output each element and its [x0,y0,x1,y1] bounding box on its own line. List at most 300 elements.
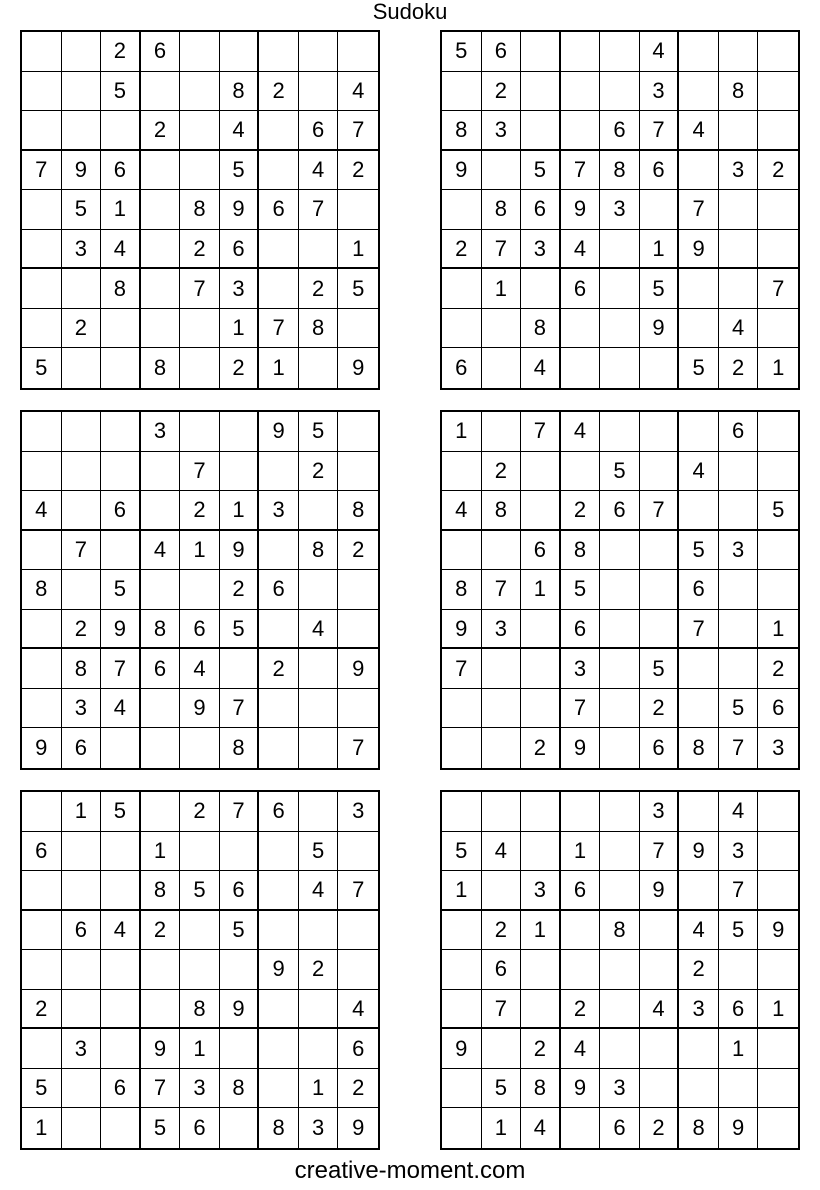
sudoku-cell [141,230,181,270]
sudoku-cell [719,950,759,990]
sudoku-cell [22,792,62,832]
sudoku-cell [338,309,378,349]
sudoku-cell: 4 [442,491,482,531]
sudoku-cell [679,871,719,911]
sudoku-cell [758,190,798,230]
sudoku-cell [758,1069,798,1109]
sudoku-cell: 2 [521,1029,561,1069]
sudoku-cell: 1 [719,1029,759,1069]
sudoku-cell: 6 [101,1069,141,1109]
sudoku-cell [719,111,759,151]
sudoku-cell: 1 [442,412,482,452]
sudoku-cell: 5 [101,570,141,610]
sudoku-cell [600,832,640,872]
sudoku-cell [22,32,62,72]
sudoku-cell [259,111,299,151]
sudoku-cell: 1 [482,1108,522,1148]
sudoku-cell: 8 [259,1108,299,1148]
sudoku-cell [758,950,798,990]
sudoku-cell [640,190,680,230]
sudoku-cell: 1 [521,570,561,610]
sudoku-cell: 6 [600,111,640,151]
sudoku-cell [640,412,680,452]
sudoku-cell [299,990,339,1030]
sudoku-cell: 6 [482,950,522,990]
sudoku-cell [521,491,561,531]
sudoku-cell [259,911,299,951]
sudoku-cell [600,72,640,112]
sudoku-cell: 6 [220,230,260,270]
sudoku-cell: 6 [521,190,561,230]
sudoku-cell [299,728,339,768]
sudoku-cell: 3 [640,792,680,832]
sudoku-cell [259,32,299,72]
sudoku-cell: 3 [719,531,759,571]
sudoku-cell: 4 [521,348,561,388]
sudoku-cell [101,531,141,571]
sudoku-cell [141,269,181,309]
sudoku-cell [338,689,378,729]
sudoku-cell: 3 [259,491,299,531]
sudoku-cell [442,531,482,571]
sudoku-cell: 5 [141,1108,181,1148]
sudoku-cell: 2 [141,111,181,151]
sudoku-cell: 9 [561,1069,601,1109]
sudoku-cell [600,990,640,1030]
sudoku-cell [600,610,640,650]
sudoku-cell: 8 [141,348,181,388]
sudoku-cell: 7 [352,735,365,761]
sudoku-cell: 6 [719,990,759,1030]
sudoku-cell: 2 [719,348,759,388]
sudoku-cell [22,309,62,349]
sudoku-cell [62,452,102,492]
sudoku-cell: 2 [640,689,680,729]
sudoku-grid-1 [20,30,380,390]
sudoku-cell [180,950,220,990]
sudoku-cell [141,309,181,349]
sudoku-cell [259,728,299,768]
sudoku-cell [62,111,102,151]
sudoku-cell: 6 [101,151,141,191]
sudoku-cell [482,871,522,911]
sudoku-cell [679,649,719,689]
sudoku-cell: 9 [220,190,260,230]
sudoku-cell: 9 [220,990,260,1030]
sudoku-cell: 7 [338,871,378,911]
sudoku-cell: 2 [141,911,181,951]
sudoku-cell: 6 [338,1029,378,1069]
sudoku-cell [521,610,561,650]
sudoku-cell [521,649,561,689]
sudoku-cell: 7 [180,452,220,492]
sudoku-cell: 2 [299,950,339,990]
sudoku-cell: 4 [482,832,522,872]
sudoku-cell [561,792,601,832]
sudoku-cell: 7 [220,689,260,729]
sudoku-cell [442,950,482,990]
sudoku-cell: 5 [299,832,339,872]
sudoku-cell: 9 [561,190,601,230]
sudoku-grid-4 [440,410,800,770]
sudoku-cell: 2 [101,32,141,72]
sudoku-cell: 7 [482,990,522,1030]
sudoku-cell: 5 [719,689,759,729]
sudoku-cell: 9 [338,649,378,689]
sudoku-cell [758,832,798,872]
sudoku-cell [640,1029,680,1069]
sudoku-cell: 6 [758,689,798,729]
sudoku-cell: 1 [22,1108,62,1148]
sudoku-cell: 6 [679,570,719,610]
sudoku-cell: 5 [338,269,378,309]
sudoku-cell [101,871,141,911]
sudoku-cell: 6 [521,531,561,571]
sudoku-cell [338,911,378,951]
sudoku-cell [640,950,680,990]
sudoku-cell [180,72,220,112]
sudoku-cell [600,570,640,610]
sudoku-cell: 6 [640,151,680,191]
sudoku-cell: 4 [141,531,181,571]
sudoku-cell [600,728,640,768]
sudoku-cell: 2 [62,309,102,349]
sudoku-cell: 9 [758,911,798,951]
sudoku-cell [180,832,220,872]
sudoku-cell: 1 [220,491,260,531]
sudoku-cell [22,689,62,729]
sudoku-cell [22,531,62,571]
sudoku-cell: 7 [220,792,260,832]
sudoku-cell: 8 [521,309,561,349]
sudoku-cell [299,32,339,72]
sudoku-cell: 2 [521,728,561,768]
sudoku-cell [101,309,141,349]
sudoku-cell: 3 [62,230,102,270]
sudoku-cell [600,871,640,911]
sudoku-cell [220,1108,260,1148]
sudoku-cell: 5 [442,32,482,72]
sudoku-cell [600,309,640,349]
sudoku-cell [141,689,181,729]
sudoku-cell [22,111,62,151]
sudoku-cell: 8 [101,269,141,309]
sudoku-cell [719,269,759,309]
sudoku-cell [180,309,220,349]
sudoku-cell: 7 [338,111,378,151]
sudoku-cell: 3 [600,1069,640,1109]
sudoku-cell [521,111,561,151]
sudoku-cell: 5 [679,531,719,571]
sudoku-cell [719,452,759,492]
sudoku-cell [719,491,759,531]
sudoku-cell: 5 [180,871,220,911]
sudoku-cell: 2 [299,269,339,309]
sudoku-cell [719,190,759,230]
sudoku-cell [22,230,62,270]
sudoku-cell [482,689,522,729]
sudoku-cell: 1 [338,230,378,270]
sudoku-cell: 2 [180,230,220,270]
sudoku-cell [640,911,680,951]
sudoku-cell [22,269,62,309]
sudoku-cell [719,570,759,610]
sudoku-cell [679,72,719,112]
sudoku-cell [62,491,102,531]
sudoku-cell [62,1069,102,1109]
sudoku-cell: 7 [521,412,561,452]
sudoku-cell: 7 [299,190,339,230]
sudoku-cell: 5 [640,649,680,689]
sudoku-cell: 2 [22,990,62,1030]
sudoku-cell: 4 [679,111,719,151]
sudoku-cell [259,871,299,911]
sudoku-cell: 3 [561,649,601,689]
sudoku-cell [640,570,680,610]
sudoku-cell: 6 [141,649,181,689]
sudoku-cell: 1 [180,1029,220,1069]
sudoku-cell: 6 [299,111,339,151]
sudoku-cell [442,309,482,349]
sudoku-cell [259,1029,299,1069]
sudoku-cell: 9 [679,832,719,872]
sudoku-cell [22,190,62,230]
sudoku-cell: 6 [561,269,601,309]
sudoku-cell: 7 [259,309,299,349]
sudoku-cell [141,792,181,832]
sudoku-cell [640,610,680,650]
sudoku-cell: 3 [338,792,378,832]
sudoku-cell [561,911,601,951]
sudoku-cell [338,832,378,872]
sudoku-cell [101,950,141,990]
sudoku-cell: 3 [299,1108,339,1148]
sudoku-cell: 5 [679,348,719,388]
sudoku-cell [62,412,102,452]
sudoku-cell: 1 [299,1069,339,1109]
sudoku-cell: 1 [62,792,102,832]
sudoku-cell [482,728,522,768]
sudoku-cell: 1 [220,309,260,349]
sudoku-cell: 4 [640,990,680,1030]
sudoku-cell [338,190,378,230]
sudoku-cell [482,309,522,349]
sudoku-cell [758,230,798,270]
sudoku-cell: 5 [101,792,141,832]
sudoku-cell [679,151,719,191]
sudoku-cell [482,792,522,832]
sudoku-cell [101,348,141,388]
sudoku-cell: 7 [442,649,482,689]
sudoku-cell: 6 [561,871,601,911]
sudoku-cell [141,570,181,610]
sudoku-cell: 8 [600,151,640,191]
sudoku-cell [62,1108,102,1148]
sudoku-cell [220,412,260,452]
sudoku-cell [259,269,299,309]
sudoku-cell [561,452,601,492]
sudoku-cell [101,111,141,151]
sudoku-cell: 1 [180,531,220,571]
sudoku-cell [482,412,522,452]
sudoku-cell: 9 [679,230,719,270]
sudoku-cell [141,190,181,230]
sudoku-cell [758,309,798,349]
sudoku-cell: 2 [180,491,220,531]
sudoku-cell [338,452,378,492]
sudoku-cell [442,269,482,309]
sudoku-cell [442,1069,482,1109]
sudoku-cell [600,531,640,571]
sudoku-cell [679,269,719,309]
page-title: Sudoku [372,0,448,24]
sudoku-cell: 7 [482,230,522,270]
sudoku-cell: 3 [640,72,680,112]
sudoku-cell [600,950,640,990]
sudoku-cell: 3 [719,832,759,872]
sudoku-cell: 7 [180,269,220,309]
sudoku-cell [22,649,62,689]
sudoku-cell [338,950,378,990]
sudoku-cell: 7 [719,728,759,768]
sudoku-cell [141,491,181,531]
sudoku-cell: 9 [640,871,680,911]
sudoku-cell: 2 [482,911,522,951]
sudoku-cell: 8 [299,309,339,349]
sudoku-cell [299,911,339,951]
sudoku-cell [640,348,680,388]
sudoku-cell [338,32,378,72]
footer-site-name: creative-moment.com [294,1157,526,1184]
sudoku-cell: 2 [679,950,719,990]
sudoku-cell [180,412,220,452]
sudoku-cell [561,950,601,990]
sudoku-cell: 8 [141,871,181,911]
sudoku-cell: 9 [259,412,299,452]
sudoku-cell: 8 [141,610,181,650]
sudoku-cell: 4 [640,32,680,72]
sudoku-cell: 9 [220,531,260,571]
sudoku-cell [758,792,798,832]
sudoku-cell: 6 [180,1108,220,1148]
sudoku-cell: 6 [259,570,299,610]
sudoku-cell: 9 [62,151,102,191]
sudoku-cell: 9 [352,1115,365,1141]
sudoku-cell: 4 [22,491,62,531]
sudoku-cell: 4 [719,792,759,832]
sudoku-cell [220,1029,260,1069]
sudoku-cell [679,309,719,349]
sudoku-cell: 8 [180,190,220,230]
sudoku-cell [719,1069,759,1109]
sudoku-cell [22,72,62,112]
sudoku-cell [758,871,798,911]
sudoku-cell: 5 [442,832,482,872]
sudoku-cell: 8 [442,111,482,151]
sudoku-cell: 8 [521,1069,561,1109]
sudoku-cell [521,832,561,872]
sudoku-cell [442,72,482,112]
sudoku-cell [679,792,719,832]
sudoku-cell [600,348,640,388]
sudoku-cell: 9 [442,151,482,191]
sudoku-cell: 6 [62,911,102,951]
sudoku-cell: 7 [22,151,62,191]
sudoku-cell: 1 [772,355,785,381]
sudoku-cell: 2 [561,491,601,531]
sudoku-cell: 4 [101,689,141,729]
sudoku-cell: 3 [482,111,522,151]
sudoku-cell: 4 [679,911,719,951]
sudoku-cell: 3 [62,689,102,729]
sudoku-cell: 2 [442,230,482,270]
sudoku-cell [719,610,759,650]
sudoku-cell [758,570,798,610]
sudoku-cell: 2 [259,72,299,112]
sudoku-cell [259,531,299,571]
sudoku-cell [561,1108,601,1148]
sudoku-cell [640,452,680,492]
sudoku-cell: 2 [259,649,299,689]
sudoku-cell [600,230,640,270]
sudoku-cell: 6 [259,190,299,230]
sudoku-cell: 7 [640,832,680,872]
sudoku-cell [521,452,561,492]
sudoku-cell: 6 [62,728,102,768]
sudoku-cell: 2 [299,452,339,492]
sudoku-cell: 3 [521,230,561,270]
sudoku-cell [141,151,181,191]
sudoku-cell: 6 [600,491,640,531]
sudoku-cell: 6 [561,610,601,650]
sudoku-cell [299,649,339,689]
sudoku-cell [220,649,260,689]
sudoku-cell: 8 [220,1069,260,1109]
sudoku-cell: 1 [758,610,798,650]
sudoku-cell: 8 [679,1108,719,1148]
sudoku-cell: 6 [22,832,62,872]
sudoku-cell [22,412,62,452]
sudoku-cell: 7 [482,570,522,610]
sudoku-cell: 4 [101,911,141,951]
sudoku-cell [220,950,260,990]
sudoku-cell: 6 [482,32,522,72]
sudoku-cell [521,689,561,729]
sudoku-cell: 6 [259,792,299,832]
sudoku-cell: 7 [640,491,680,531]
sudoku-cell [442,792,482,832]
sudoku-cell: 1 [521,911,561,951]
sudoku-cell [758,1108,798,1148]
sudoku-cell: 7 [640,111,680,151]
sudoku-cell: 7 [758,269,798,309]
sudoku-cell [62,269,102,309]
sudoku-cell [259,452,299,492]
sudoku-cell: 8 [679,728,719,768]
sudoku-cell [719,649,759,689]
sudoku-cell [679,1069,719,1109]
sudoku-cell [482,348,522,388]
sudoku-cell [758,412,798,452]
sudoku-cell: 4 [719,309,759,349]
sudoku-cell [600,649,640,689]
sudoku-cell: 7 [561,689,601,729]
sudoku-cell: 3 [141,412,181,452]
sudoku-cell [180,911,220,951]
sudoku-cell [442,190,482,230]
sudoku-cell: 5 [220,151,260,191]
sudoku-cell: 4 [299,871,339,911]
